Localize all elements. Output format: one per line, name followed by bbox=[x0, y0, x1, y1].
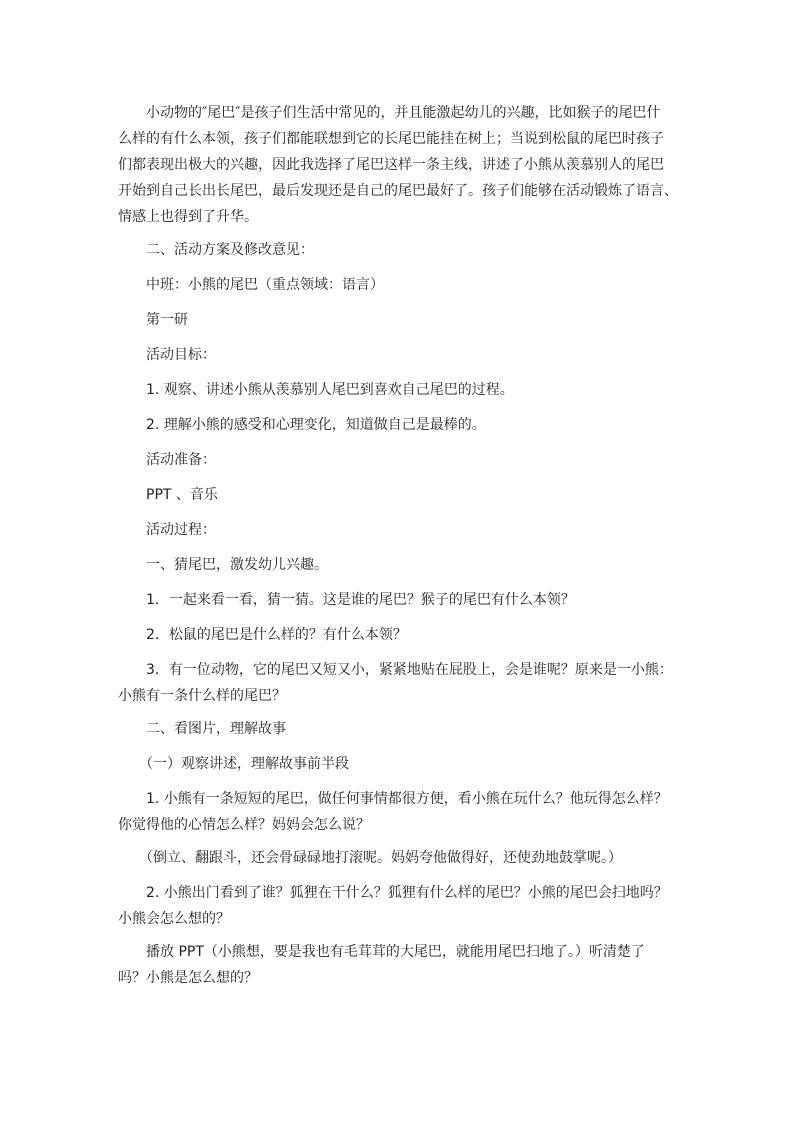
text-line: 活动准备： bbox=[118, 452, 216, 468]
text-line: 小动物的″尾巴″是孩子们生活中常见的，并且能激起幼儿的兴趣，比如猴子的尾巴什 bbox=[118, 105, 661, 121]
step-two-item-1 bbox=[118, 786, 678, 838]
text-line: 二、活动方案及修改意见： bbox=[118, 242, 314, 258]
text-line: 播放 PPT（小熊想，要是我也有毛茸茸的大尾巴，就能用尾巴扫地了。）听清楚了 bbox=[118, 944, 645, 960]
text-line: 活动过程： bbox=[118, 522, 216, 538]
preparation-heading bbox=[118, 447, 678, 473]
text-line: 第一研 bbox=[118, 312, 188, 328]
play-ppt-paragraph bbox=[118, 939, 678, 991]
subsection-heading bbox=[118, 751, 678, 777]
text-line: 1. 小熊有一条短短的尾巴，做任何事情都很方便，看小熊在玩什么？他玩得怎么样？ bbox=[118, 791, 668, 807]
text-line: 2. 理解小熊的感受和心理变化，知道做自己是最棒的。 bbox=[118, 417, 486, 433]
goal-item-2 bbox=[118, 412, 678, 438]
paragraph-intro bbox=[118, 100, 678, 230]
text-line: 你觉得他的心情怎么样？妈妈会怎么说？ bbox=[118, 817, 370, 833]
process-heading bbox=[118, 517, 678, 543]
step-one-item-2 bbox=[118, 622, 678, 648]
text-line: 1. 观察、讲述小熊从羡慕别人尾巴到喜欢自己尾巴的过程。 bbox=[118, 382, 514, 398]
preparation-items bbox=[118, 482, 678, 508]
text-line: 中班：小熊的尾巴（重点领域：语言） bbox=[118, 277, 384, 293]
step-two-item-2 bbox=[118, 880, 678, 932]
text-line: 二、看图片，理解故事 bbox=[118, 721, 286, 737]
step-one-item-3 bbox=[118, 657, 678, 709]
research-round-label bbox=[118, 307, 678, 333]
text-line: 们都表现出极大的兴趣，因此我选择了尾巴这样一条主线，讲述了小熊从羡慕别人的尾巴 bbox=[118, 157, 664, 173]
text-line: 开始到自己长出长尾巴，最后发现还是自己的尾巴最好了。孩子们能够在活动锻炼了语言、 bbox=[118, 183, 678, 199]
text-line: 一、猜尾巴，激发幼儿兴趣。 bbox=[118, 557, 328, 573]
step-two-heading bbox=[118, 716, 678, 742]
text-line: 吗？小熊是怎么想的？ bbox=[118, 970, 258, 986]
goal-item-1 bbox=[118, 377, 678, 403]
text-line: 2. 小熊出门看到了谁？狐狸在干什么？狐狸有什么样的尾巴？小熊的尾巴会扫地吗？ bbox=[118, 885, 668, 901]
section-heading-plan bbox=[118, 237, 678, 263]
step-two-note bbox=[118, 845, 678, 871]
text-line: PPT 、音乐 bbox=[118, 487, 218, 503]
text-line: 么样的有什么本领，孩子们都能联想到它的长尾巴能挂在树上；当说到松鼠的尾巴时孩子 bbox=[118, 131, 664, 147]
goals-heading bbox=[118, 342, 678, 368]
step-one-heading bbox=[118, 552, 678, 578]
text-line: 3．有一位动物，它的尾巴又短又小，紧紧地贴在屁股上，会是谁呢？原来是一小熊： bbox=[118, 662, 673, 678]
text-line: （倒立、翻跟斗，还会骨碌碌地打滚呢。妈妈夸他做得好，还使劲地鼓掌呢。） bbox=[118, 850, 622, 866]
text-line: （一）观察讲述，理解故事前半段 bbox=[118, 756, 349, 772]
text-line: 2．松鼠的尾巴是什么样的？有什么本领？ bbox=[118, 627, 407, 643]
text-line: 情感上也得到了升华。 bbox=[118, 209, 258, 225]
activity-title bbox=[118, 272, 678, 298]
step-one-item-1 bbox=[118, 587, 678, 613]
text-line: 1．一起来看一看，猜一猜。这是谁的尾巴？猴子的尾巴有什么本领？ bbox=[118, 592, 575, 608]
text-line: 小熊会怎么想的？ bbox=[118, 911, 230, 927]
text-line: 活动目标： bbox=[118, 347, 216, 363]
text-line: 小熊有一条什么样的尾巴？ bbox=[118, 688, 286, 704]
